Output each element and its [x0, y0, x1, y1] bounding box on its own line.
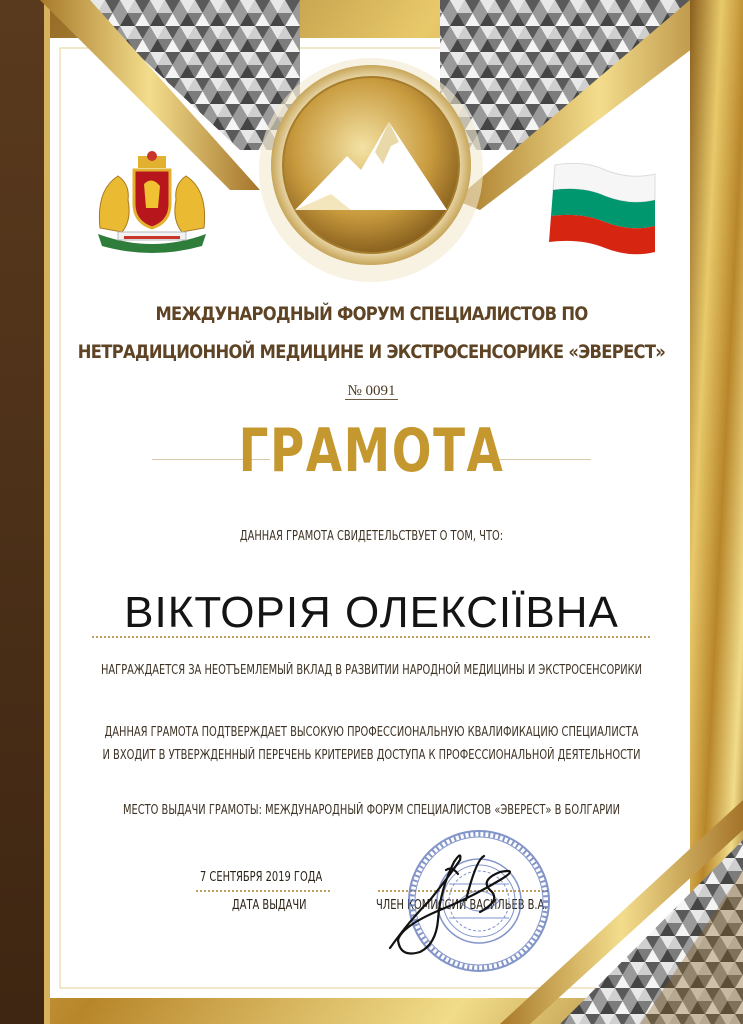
issue-date-caption: ДАТА ВЫДАЧИ: [232, 898, 307, 913]
confirmation-line-1: ДАННАЯ ГРАМОТА ПОДТВЕРЖДАЕТ ВЫСОКУЮ ПРОФЕССИОНАЛЬНУЮ КВАЛИФИКАЦИЮ СПЕЦИАЛИСТА: [104, 725, 639, 740]
intro-text: ДАННАЯ ГРАМОТА СВИДЕТЕЛЬСТВУЕТ О ТОМ, ЧТО:: [239, 529, 504, 544]
handwritten-signature: [380, 840, 530, 960]
issue-date: 7 СЕНТЯБРЯ 2019 ГОДА: [200, 870, 323, 885]
certificate-heading: ГРАМОТА: [238, 416, 505, 486]
certificate-number-value: № 0091: [347, 383, 396, 399]
bulgaria-flag: [545, 160, 660, 260]
organizer-title-line-1: МЕЖДУНАРОДНЫЙ ФОРУМ СПЕЦИАЛИСТОВ ПО: [155, 303, 588, 325]
issue-date-line: [196, 890, 330, 892]
confirmation-line-2: И ВХОДИТ В УТВЕРЖДЕННЫЙ ПЕРЕЧЕНЬ КРИТЕРИЕВ ДОСТУПА К ПРОФЕССИОНАЛЬНОЙ ДЕЯТЕЛЬНОСТИ: [102, 748, 641, 763]
bulgaria-coat-of-arms: [88, 150, 216, 260]
award-text: НАГРАЖДАЕТСЯ ЗА НЕОТЪЕМЛЕМЫЙ ВКЛАД В РАЗВИТИИ НАРОДНОЙ МЕДИЦИНЫ И ЭКСТРОСЕНСОРИКИ: [100, 663, 643, 678]
mountain-medallion-icon: [291, 110, 451, 220]
signatory-name: ЧЛЕН КОМИССИИ ВАСИЛЬЕВ В.А.: [376, 898, 548, 913]
organizer-title-line-2: НЕТРАДИЦИОННОЙ МЕДИЦИНЕ И ЭКСТРОСЕНСОРИКЕ «ЭВЕРЕСТ»: [77, 341, 666, 363]
place-of-issue: МЕСТО ВЫДАЧИ ГРАМОТЫ: МЕЖДУНАРОДНЫЙ ФОРУМ СПЕЦИАЛИСТОВ «ЭВЕРЕСТ» В БОЛГАРИИ: [122, 803, 621, 818]
recipient-underline: [92, 636, 650, 638]
certificate-number: [0, 383, 743, 400]
recipient-name: ВІКТОРІЯ ОЛЕКСІЇВНА: [124, 588, 619, 637]
